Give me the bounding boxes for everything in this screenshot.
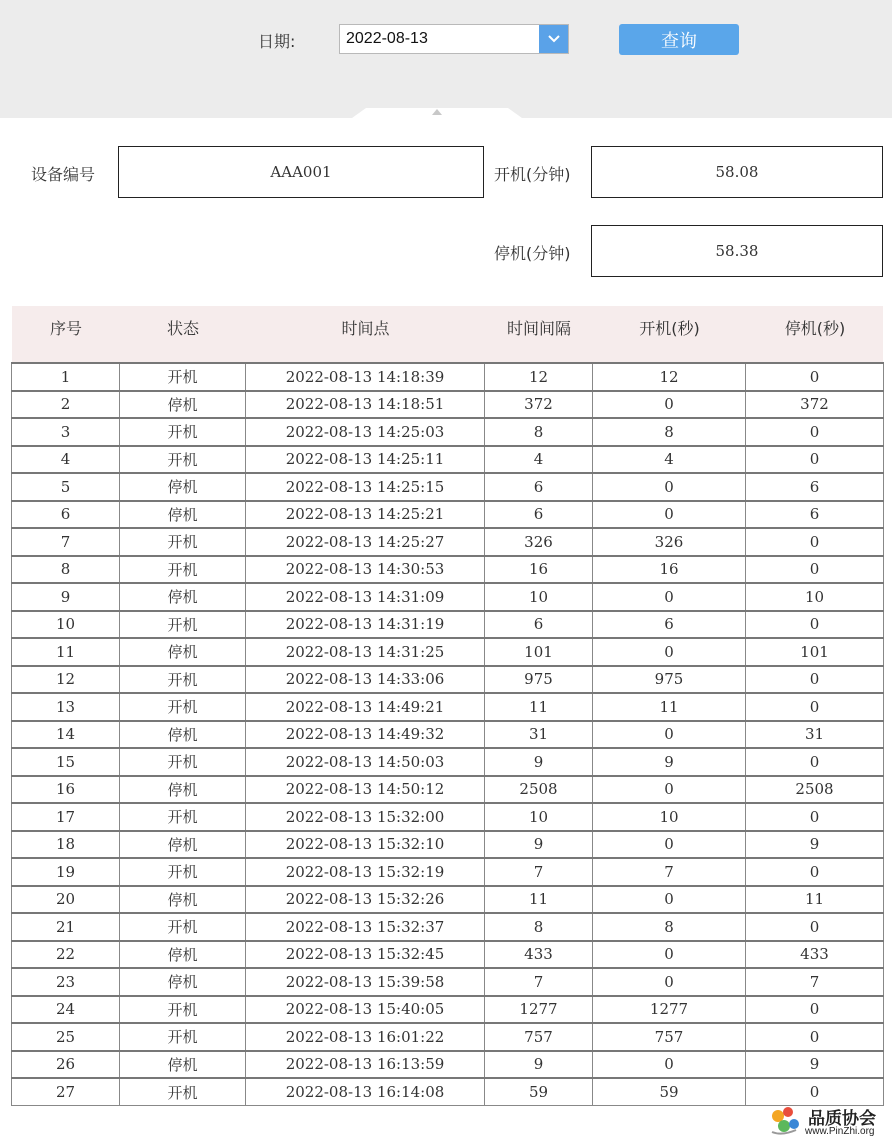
record-table	[11, 362, 884, 1106]
cell-timestamp: 2022-08-13 14:18:51	[246, 391, 485, 419]
cell-stop-seconds: 0	[746, 913, 884, 941]
cell-status: 停机	[120, 391, 246, 419]
cell-interval: 59	[485, 1078, 593, 1106]
cell-status: 停机	[120, 776, 246, 804]
cell-timestamp: 2022-08-13 14:49:21	[246, 693, 485, 721]
cell-index: 15	[12, 748, 120, 776]
table-row	[12, 776, 884, 804]
cell-interval: 16	[485, 556, 593, 584]
cell-status: 开机	[120, 803, 246, 831]
cell-index: 24	[12, 996, 120, 1024]
cell-run-seconds: 0	[593, 583, 746, 611]
table-row	[12, 638, 884, 666]
cell-timestamp: 2022-08-13 15:32:00	[246, 803, 485, 831]
cell-status: 开机	[120, 666, 246, 694]
cell-index: 21	[12, 913, 120, 941]
table-row	[12, 473, 884, 501]
cell-index: 26	[12, 1051, 120, 1079]
cell-stop-seconds: 0	[746, 803, 884, 831]
cell-timestamp: 2022-08-13 15:32:19	[246, 858, 485, 886]
cell-timestamp: 2022-08-13 14:49:32	[246, 721, 485, 749]
table-row	[12, 363, 884, 391]
filter-bar	[0, 0, 892, 118]
cell-timestamp: 2022-08-13 15:32:37	[246, 913, 485, 941]
table-row	[12, 693, 884, 721]
cell-run-seconds: 7	[593, 858, 746, 886]
cell-index: 6	[12, 501, 120, 529]
cell-run-seconds: 6	[593, 611, 746, 639]
cell-timestamp: 2022-08-13 14:31:09	[246, 583, 485, 611]
cell-stop-seconds: 6	[746, 473, 884, 501]
cell-status: 开机	[120, 611, 246, 639]
cell-index: 10	[12, 611, 120, 639]
cell-stop-seconds: 0	[746, 996, 884, 1024]
cell-timestamp: 2022-08-13 15:39:58	[246, 968, 485, 996]
cell-index: 20	[12, 886, 120, 914]
cell-interval: 372	[485, 391, 593, 419]
header-status: 状态	[166, 319, 199, 338]
cell-index: 8	[12, 556, 120, 584]
cell-status: 开机	[120, 1078, 246, 1106]
cell-index: 23	[12, 968, 120, 996]
cell-stop-seconds: 2508	[746, 776, 884, 804]
cell-timestamp: 2022-08-13 14:33:06	[246, 666, 485, 694]
cell-run-seconds: 0	[593, 941, 746, 969]
cell-timestamp: 2022-08-13 15:32:10	[246, 831, 485, 859]
table-row	[12, 583, 884, 611]
cell-status: 开机	[120, 418, 246, 446]
cell-run-seconds: 0	[593, 831, 746, 859]
cell-stop-seconds: 0	[746, 611, 884, 639]
cell-stop-seconds: 372	[746, 391, 884, 419]
table-row	[12, 831, 884, 859]
header-stop-seconds: 停机(秒)	[784, 319, 846, 338]
header-timestamp: 时间点	[341, 319, 390, 338]
table-row	[12, 1051, 884, 1079]
device-label: 设备编号	[31, 165, 96, 184]
cell-timestamp: 2022-08-13 14:25:27	[246, 528, 485, 556]
cell-stop-seconds: 0	[746, 1023, 884, 1051]
cell-status: 开机	[120, 363, 246, 391]
run-minutes-label: 开机(分钟)	[494, 165, 571, 184]
cell-stop-seconds: 433	[746, 941, 884, 969]
table-row	[12, 941, 884, 969]
cell-timestamp: 2022-08-13 15:32:45	[246, 941, 485, 969]
table-row	[12, 968, 884, 996]
cell-stop-seconds: 101	[746, 638, 884, 666]
cell-stop-seconds: 0	[746, 666, 884, 694]
cell-stop-seconds: 0	[746, 418, 884, 446]
cell-timestamp: 2022-08-13 14:31:19	[246, 611, 485, 639]
cell-interval: 6	[485, 473, 593, 501]
table-row	[12, 1078, 884, 1106]
cell-run-seconds: 0	[593, 886, 746, 914]
cell-timestamp: 2022-08-13 14:30:53	[246, 556, 485, 584]
cell-status: 开机	[120, 693, 246, 721]
table-row	[12, 556, 884, 584]
cell-status: 停机	[120, 968, 246, 996]
watermark-name: 品质协会	[808, 1109, 876, 1129]
cell-stop-seconds: 9	[746, 1051, 884, 1079]
header-run-seconds: 开机(秒)	[639, 319, 700, 338]
cell-interval: 8	[485, 418, 593, 446]
cell-run-seconds: 12	[593, 363, 746, 391]
cell-interval: 2508	[485, 776, 593, 804]
cell-status: 停机	[120, 638, 246, 666]
header-index: 序号	[49, 319, 82, 338]
cell-index: 25	[12, 1023, 120, 1051]
table-row	[12, 748, 884, 776]
cell-stop-seconds: 0	[746, 528, 884, 556]
cell-status: 开机	[120, 913, 246, 941]
cell-stop-seconds: 0	[746, 748, 884, 776]
cell-status: 停机	[120, 941, 246, 969]
cell-index: 4	[12, 446, 120, 474]
cell-stop-seconds: 0	[746, 858, 884, 886]
cell-interval: 31	[485, 721, 593, 749]
cell-run-seconds: 0	[593, 391, 746, 419]
table-row	[12, 858, 884, 886]
cell-interval: 9	[485, 831, 593, 859]
table-row	[12, 996, 884, 1024]
cell-interval: 12	[485, 363, 593, 391]
cell-stop-seconds: 31	[746, 721, 884, 749]
cell-run-seconds: 4	[593, 446, 746, 474]
cell-index: 27	[12, 1078, 120, 1106]
cell-run-seconds: 757	[593, 1023, 746, 1051]
cell-run-seconds: 59	[593, 1078, 746, 1106]
cell-status: 开机	[120, 528, 246, 556]
cell-timestamp: 2022-08-13 15:40:05	[246, 996, 485, 1024]
cell-index: 7	[12, 528, 120, 556]
cell-timestamp: 2022-08-13 15:32:26	[246, 886, 485, 914]
stop-minutes-label: 停机(分钟)	[494, 244, 571, 263]
cell-run-seconds: 8	[593, 913, 746, 941]
cell-index: 16	[12, 776, 120, 804]
cell-status: 停机	[120, 473, 246, 501]
cell-interval: 10	[485, 803, 593, 831]
cell-run-seconds: 1277	[593, 996, 746, 1024]
cell-status: 停机	[120, 721, 246, 749]
cell-run-seconds: 0	[593, 968, 746, 996]
cell-interval: 8	[485, 913, 593, 941]
cell-status: 停机	[120, 583, 246, 611]
table-header	[12, 306, 883, 362]
cell-timestamp: 2022-08-13 14:50:12	[246, 776, 485, 804]
cell-status: 开机	[120, 858, 246, 886]
cell-index: 11	[12, 638, 120, 666]
cell-stop-seconds: 0	[746, 556, 884, 584]
cell-status: 开机	[120, 996, 246, 1024]
cell-interval: 9	[485, 748, 593, 776]
cell-index: 12	[12, 666, 120, 694]
date-picker[interactable]	[339, 24, 569, 54]
cell-stop-seconds: 6	[746, 501, 884, 529]
cell-run-seconds: 326	[593, 528, 746, 556]
cell-index: 9	[12, 583, 120, 611]
cell-stop-seconds: 0	[746, 446, 884, 474]
cell-timestamp: 2022-08-13 14:50:03	[246, 748, 485, 776]
cell-timestamp: 2022-08-13 16:14:08	[246, 1078, 485, 1106]
cell-interval: 7	[485, 858, 593, 886]
chevron-down-icon	[548, 35, 560, 43]
table-row	[12, 501, 884, 529]
cell-timestamp: 2022-08-13 14:25:21	[246, 501, 485, 529]
run-minutes-field: 58.08	[591, 146, 883, 198]
table-row	[12, 528, 884, 556]
cell-run-seconds: 0	[593, 776, 746, 804]
cell-stop-seconds: 0	[746, 363, 884, 391]
date-dropdown-button[interactable]	[539, 25, 568, 53]
cell-interval: 326	[485, 528, 593, 556]
header-interval: 时间间隔	[506, 319, 571, 338]
cell-index: 14	[12, 721, 120, 749]
date-value[interactable]: 2022-08-13	[346, 30, 428, 47]
table-row	[12, 721, 884, 749]
cell-status: 停机	[120, 831, 246, 859]
cell-run-seconds: 0	[593, 638, 746, 666]
cell-interval: 7	[485, 968, 593, 996]
cell-status: 开机	[120, 748, 246, 776]
cell-run-seconds: 11	[593, 693, 746, 721]
cell-run-seconds: 0	[593, 501, 746, 529]
cell-index: 5	[12, 473, 120, 501]
cell-run-seconds: 9	[593, 748, 746, 776]
cell-timestamp: 2022-08-13 14:25:11	[246, 446, 485, 474]
cell-index: 18	[12, 831, 120, 859]
cell-index: 17	[12, 803, 120, 831]
cell-stop-seconds: 10	[746, 583, 884, 611]
table-row	[12, 666, 884, 694]
cell-interval: 101	[485, 638, 593, 666]
cell-interval: 4	[485, 446, 593, 474]
cell-timestamp: 2022-08-13 14:25:15	[246, 473, 485, 501]
table-row	[12, 611, 884, 639]
cell-timestamp: 2022-08-13 16:13:59	[246, 1051, 485, 1079]
cell-run-seconds: 8	[593, 418, 746, 446]
cell-status: 停机	[120, 1051, 246, 1079]
cell-run-seconds: 0	[593, 473, 746, 501]
table-row	[12, 1023, 884, 1051]
cell-timestamp: 2022-08-13 16:01:22	[246, 1023, 485, 1051]
date-label: 日期:	[258, 32, 296, 51]
cell-run-seconds: 0	[593, 1051, 746, 1079]
cell-index: 13	[12, 693, 120, 721]
collapse-toggle-icon[interactable]	[352, 104, 522, 118]
cell-index: 19	[12, 858, 120, 886]
table-row	[12, 446, 884, 474]
device-field: AAA001	[118, 146, 484, 198]
table-row	[12, 418, 884, 446]
cell-interval: 6	[485, 611, 593, 639]
cell-interval: 1277	[485, 996, 593, 1024]
cell-interval: 757	[485, 1023, 593, 1051]
cell-stop-seconds: 7	[746, 968, 884, 996]
cell-status: 开机	[120, 556, 246, 584]
cell-index: 22	[12, 941, 120, 969]
cell-interval: 10	[485, 583, 593, 611]
cell-index: 2	[12, 391, 120, 419]
query-button[interactable]: 查询	[619, 24, 739, 55]
cell-index: 1	[12, 363, 120, 391]
cell-stop-seconds: 0	[746, 1078, 884, 1106]
cell-run-seconds: 16	[593, 556, 746, 584]
cell-interval: 11	[485, 693, 593, 721]
cell-index: 3	[12, 418, 120, 446]
cell-status: 停机	[120, 886, 246, 914]
cell-run-seconds: 10	[593, 803, 746, 831]
table-row	[12, 913, 884, 941]
cell-timestamp: 2022-08-13 14:31:25	[246, 638, 485, 666]
cell-timestamp: 2022-08-13 14:18:39	[246, 363, 485, 391]
cell-timestamp: 2022-08-13 14:25:03	[246, 418, 485, 446]
table-row	[12, 803, 884, 831]
cell-stop-seconds: 0	[746, 693, 884, 721]
cell-run-seconds: 975	[593, 666, 746, 694]
watermark-url: www.PinZhi.org	[805, 1126, 875, 1137]
cell-run-seconds: 0	[593, 721, 746, 749]
cell-interval: 975	[485, 666, 593, 694]
cell-interval: 433	[485, 941, 593, 969]
stop-minutes-field: 58.38	[591, 225, 883, 277]
cell-status: 开机	[120, 446, 246, 474]
cell-status: 开机	[120, 1023, 246, 1051]
table-row	[12, 886, 884, 914]
cell-interval: 6	[485, 501, 593, 529]
cell-interval: 9	[485, 1051, 593, 1079]
cell-status: 停机	[120, 501, 246, 529]
cell-interval: 11	[485, 886, 593, 914]
cell-stop-seconds: 9	[746, 831, 884, 859]
cell-stop-seconds: 11	[746, 886, 884, 914]
pinzhi-logo-icon	[766, 1102, 806, 1140]
table-row	[12, 391, 884, 419]
